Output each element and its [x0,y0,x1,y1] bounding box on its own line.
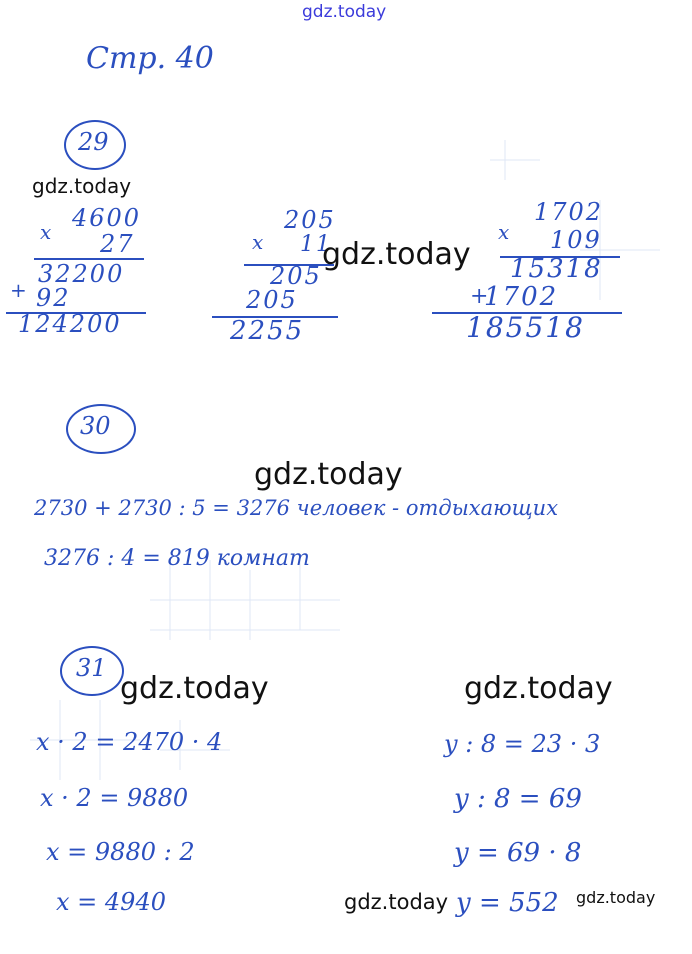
watermark-7: gdz.today [576,888,656,907]
task31-left-line-3: x = 9880 : 2 [46,838,195,866]
watermark-3: gdz.today [254,457,403,492]
task31-left-line-4: x = 4940 [56,888,166,916]
task31-left-line-2: x · 2 = 9880 [40,784,189,812]
calc3-multiplicand: 1702 [534,198,604,226]
calc1-result: 124200 [18,310,122,338]
task29-label: 29 [78,128,109,156]
calc1-multiply-sign: x [40,220,52,244]
watermark-2: gdz.today [322,237,471,272]
task31-label: 31 [76,654,107,682]
watermark-top: gdz.today [302,2,387,22]
watermark-6: gdz.today [344,890,449,914]
task31-left-line-1: x · 2 = 2470 · 4 [36,728,223,756]
calc3-plus-sign: + [470,284,489,309]
task31-right-line-3: y = 69 · 8 [454,838,582,868]
task31-right-line-1: y : 8 = 23 · 3 [444,730,601,758]
page-header: Стр. 40 [86,41,214,76]
calc3-partial-2: 1702 [484,282,559,312]
calc1-multiplicand: 4600 [72,204,142,232]
task30-line-2: 3276 : 4 = 819 комнат [44,546,310,571]
watermark-1: gdz.today [32,174,132,198]
task31-right-line-4: y = 552 [456,888,559,918]
watermark-5: gdz.today [464,671,613,706]
calc2-multiplicand: 205 [284,206,336,234]
task30-label: 30 [80,412,111,440]
task31-right-line-2: y : 8 = 69 [454,784,582,814]
task30-line-1: 2730 + 2730 : 5 = 3276 человек - отдыхающих [34,496,559,520]
calc2-multiply-sign: x [252,230,264,254]
watermark-4: gdz.today [120,671,269,706]
calc1-plus-sign: + [10,278,27,302]
calc2-multiplier: 11 [300,232,332,257]
calc1-multiplier: 27 [100,230,135,258]
calc3-partial-1: 15318 [510,254,603,284]
calc3-result: 185518 [466,311,585,344]
calc1-partial-2: 92 [36,284,71,312]
calc2-result: 2255 [230,316,305,346]
calc1-partial-1: 32200 [38,260,125,288]
calc2-partial-2: 205 [246,286,298,314]
calc3-multiply-sign: x [498,220,510,244]
calc3-multiplier: 109 [550,226,602,254]
calc2-partial-1: 205 [270,262,322,290]
